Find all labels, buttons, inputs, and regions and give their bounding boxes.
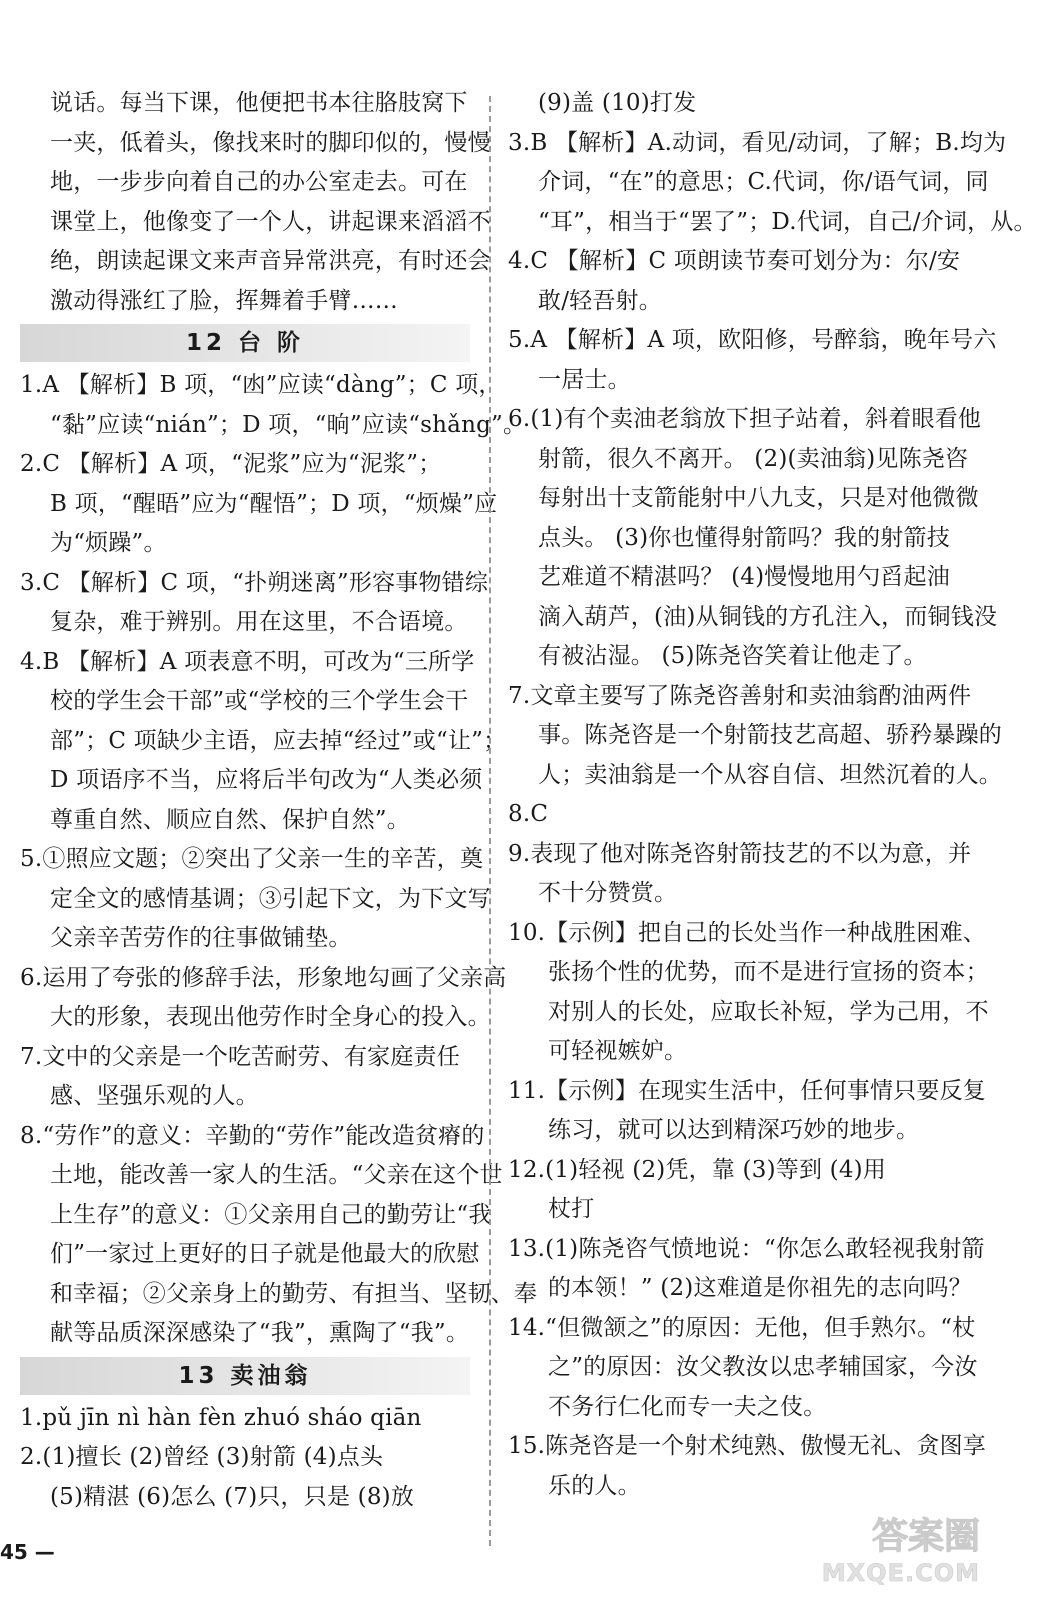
answer-line: 杖打 xyxy=(548,1196,595,1222)
answer-line: 大的形象，表现出他劳作时全身心的投入。 xyxy=(50,1004,491,1030)
answer-line: 一夹，低着头，像找来时的脚印似的，慢慢 xyxy=(50,129,491,156)
answer-line: 点头。 (3)你也懂得射箭吗？我的射箭技 xyxy=(538,524,950,551)
answer-line: 有被沾湿。 (5)陈尧咨笑着让他走了。 xyxy=(538,643,927,669)
answer-line: 射箭，很久不离开。 (2)(卖油翁)见陈尧咨 xyxy=(538,445,969,472)
answer-line: 一居士。 xyxy=(538,366,631,393)
answer-line: 和幸福；②父亲身上的勤劳、有担当、坚韧、奉 xyxy=(50,1280,538,1307)
answer-line: 6.(1)有个卖油老翁放下担子站着，斜着眼看他 xyxy=(508,406,982,432)
answer-line: 对别人的长处，应取长补短，学为己用，不 xyxy=(548,998,989,1025)
answer-line: 8.C xyxy=(508,801,549,827)
answer-line: 人；卖油翁是一个从容自信、坦然沉着的人。 xyxy=(538,761,1002,788)
answer-line: “黏”应读“nián”；D 项，“晌”应读“shǎng”。 xyxy=(50,411,527,438)
answer-line: 激动得涨红了脸，挥舞着手臂…… xyxy=(50,287,398,314)
answer-line: 说话。每当下课，他便把书本往胳肢窝下 xyxy=(50,90,468,116)
column-divider xyxy=(489,96,491,1546)
answer-line: 校的学生会干部”或“学校的三个学生会干 xyxy=(50,688,469,714)
answer-line: 的本领！” (2)这难道是你祖先的志向吗？ xyxy=(548,1275,972,1301)
answer-line: 之”的原因：汝父教汝以忠孝辅国家，今汝 xyxy=(548,1354,978,1380)
watermark-bottom-text: MXQE.COM xyxy=(821,1559,980,1587)
answer-line: 复杂，难于辨别。用在这里，不合语境。 xyxy=(50,609,468,635)
section-heading: 13 卖油翁 xyxy=(20,1357,470,1395)
page-number: 45 — xyxy=(0,1540,55,1564)
answer-line: 不十分赞赏。 xyxy=(538,880,678,906)
answer-line: 15.陈尧咨是一个射术纯熟、傲慢无礼、贪图享 xyxy=(508,1433,986,1459)
answer-line: 为“烦躁”。 xyxy=(50,530,167,556)
answer-line: 2.C 【解析】A 项，“泥浆”应为“泥浆”； xyxy=(20,451,442,477)
answer-line: 定全文的感情基调；③引起下文，为下文写 xyxy=(50,885,491,912)
answer-line: 感、坚强乐观的人。 xyxy=(50,1083,259,1109)
answer-line: 上生存”的意义：①父亲用自己的勤劳让“我 xyxy=(50,1201,492,1228)
answer-line: 5.①照应文题；②突出了父亲一生的辛苦，奠 xyxy=(20,846,484,872)
answer-line: 张扬个性的优势，而不是进行宣扬的资本； xyxy=(548,959,989,985)
answer-line: 地，一步步向着自己的办公室走去。可在 xyxy=(50,169,468,195)
answer-line: 10.【示例】把自己的长处当作一种战胜困难、 xyxy=(508,919,986,946)
answer-line: 4.B 【解析】A 项表意不明，可改为“三所学 xyxy=(20,648,475,675)
answer-line: 3.B 【解析】A.动词，看见/动词，了解；B.均为 xyxy=(508,129,1007,156)
answer-line: 乐的人。 xyxy=(548,1472,641,1499)
answer-line: 8.“劳作”的意义：辛勤的“劳作”能改造贫瘠的 xyxy=(20,1122,485,1149)
answer-line: 1.pǔ jīn nì hàn fèn zhuó sháo qiān xyxy=(20,1404,422,1431)
answer-line: 1.A 【解析】B 项，“凼”应读“dàng”；C 项， xyxy=(20,372,502,398)
answer-line: 土地，能改善一家人的生活。“父亲在这个世 xyxy=(50,1162,503,1188)
answer-line: 7.文中的父亲是一个吃苦耐劳、有家庭责任 xyxy=(20,1043,460,1070)
answer-line: (5)精湛 (6)怎么 (7)只，只是 (8)放 xyxy=(50,1483,415,1510)
answer-line: 4.C 【解析】C 项朗读节奏可划分为：尔/安 xyxy=(508,248,961,274)
answer-line: 3.C 【解析】C 项，“扑朔迷离”形容事物错综 xyxy=(20,569,489,596)
right-column xyxy=(508,84,1037,1506)
answer-line: 9.表现了他对陈尧咨射箭技艺的不以为意，并 xyxy=(508,840,972,867)
answer-line: 们”一家过上更好的日子就是他最大的欣慰 xyxy=(50,1241,480,1267)
answer-line: 练习，就可以达到精深巧妙的地步。 xyxy=(548,1117,920,1143)
watermark-logo xyxy=(810,1508,980,1588)
answer-line: B 项，“醒晤”应为“醒悟”；D 项，“烦燥”应 xyxy=(50,490,498,517)
answer-line: 绝，朗读起课文来声音异常洪亮，有时还会 xyxy=(50,248,491,274)
answer-line: 13.(1)陈尧咨气愤地说：“你怎么敢轻视我射箭 xyxy=(508,1235,985,1262)
answer-line: 5.A 【解析】A 项，欧阳修，号醉翁，晚年号六 xyxy=(508,327,997,353)
answer-line: D 项语序不当，应将后半句改为“人类必须 xyxy=(50,767,483,793)
answer-line: 尊重自然、顺应自然、保护自然”。 xyxy=(50,806,410,833)
answer-line: 父亲辛苦劳作的往事做铺垫。 xyxy=(50,925,352,951)
answer-line: 敢/轻吾射。 xyxy=(538,287,662,314)
answer-line: 11.【示例】在现实生活中，任何事情只要反复 xyxy=(508,1077,986,1104)
answer-line: 献等品质深深感染了“我”，熏陶了“我”。 xyxy=(50,1320,470,1346)
answer-line: 滴入葫芦，(油)从铜钱的方孔注入，而铜钱没 xyxy=(538,603,998,630)
section-heading: 12 台 阶 xyxy=(20,324,470,362)
answer-line: 部”；C 项缺少主语，应去掉“经过”或“让”； xyxy=(50,727,507,754)
watermark-top-text: 答案圈 xyxy=(871,1516,980,1557)
answer-line: 事。陈尧咨是一个射箭技艺高超、骄矜暴躁的 xyxy=(538,722,1002,748)
answer-line: 12.(1)轻视 (2)凭，靠 (3)等到 (4)用 xyxy=(508,1156,887,1183)
answer-line: 6.运用了夸张的修辞手法，形象地勾画了父亲高 xyxy=(20,964,507,991)
answer-line: 7.文章主要写了陈尧咨善射和卖油翁酌油两件 xyxy=(508,682,972,709)
answer-line: (9)盖 (10)打发 xyxy=(538,90,697,116)
answer-line: 2.(1)擅长 (2)曾经 (3)射箭 (4)点头 xyxy=(20,1444,384,1470)
answer-line: 课堂上，他像变了一个人，讲起课来滔滔不 xyxy=(50,208,491,235)
answer-line: 介词，“在”的意思；C.代词，你/语气词，同 xyxy=(538,169,989,195)
answer-line: 可轻视嫉妒。 xyxy=(548,1038,688,1064)
answer-line: “耳”，相当于“罢了”；D.代词，自己/介词，从。 xyxy=(538,208,1037,235)
answer-line: 14.“但微颔之”的原因：无他，但手熟尔。“杖 xyxy=(508,1314,976,1341)
answer-line: 艺难道不精湛吗？ (4)慢慢地用勺舀起油 xyxy=(538,564,950,590)
answer-line: 每射出十支箭能射中八九支，只是对他微微 xyxy=(538,485,979,511)
answer-line: 不务行仁化而专一夫之伎。 xyxy=(548,1393,827,1420)
